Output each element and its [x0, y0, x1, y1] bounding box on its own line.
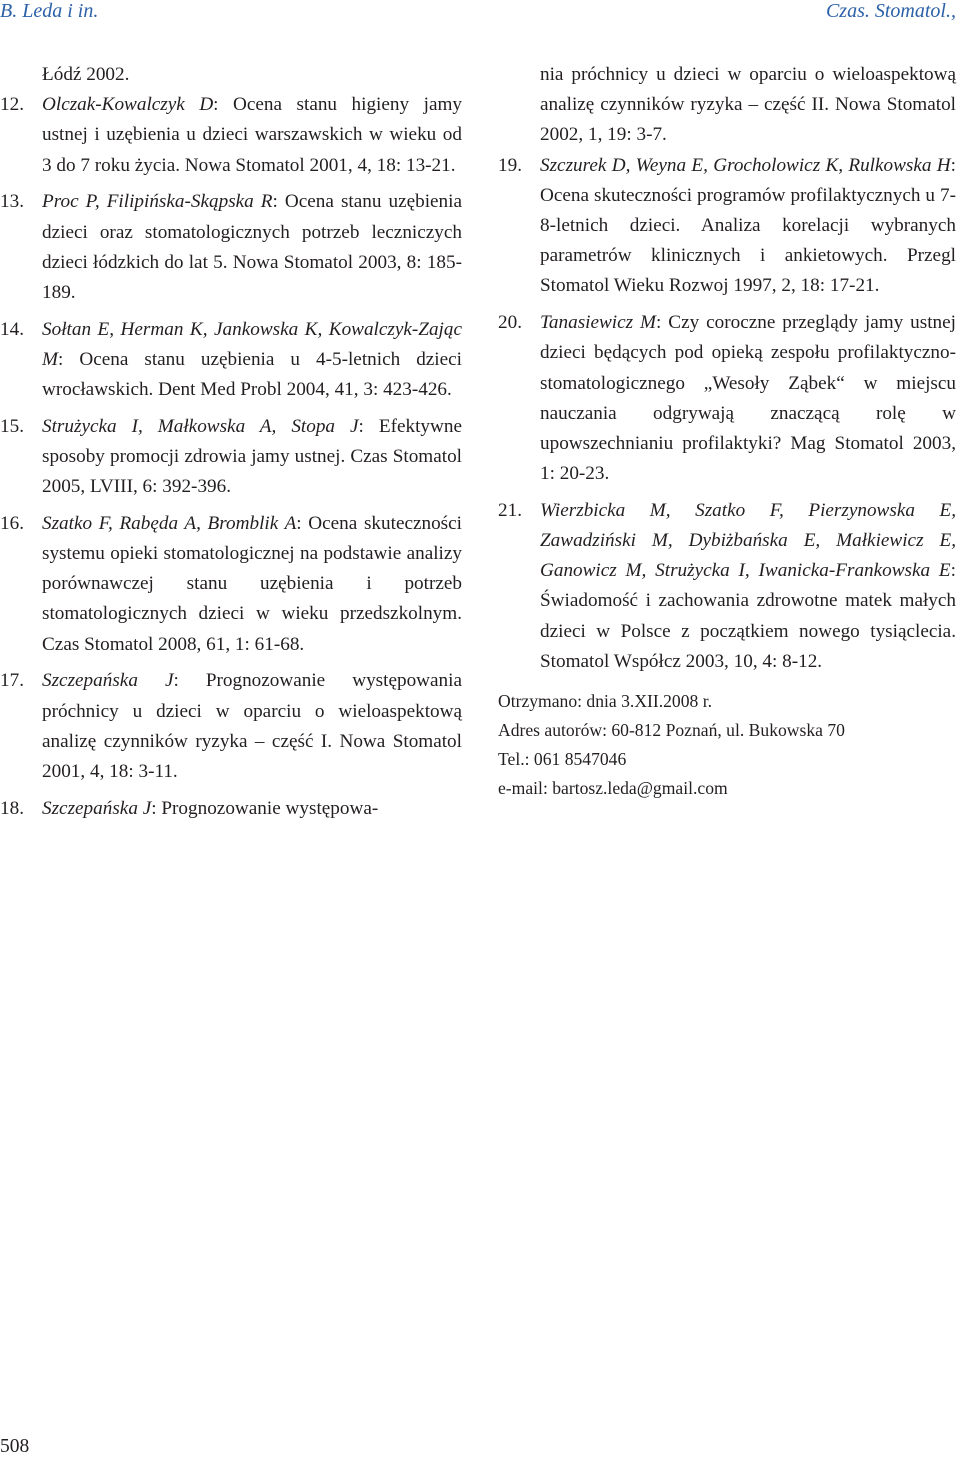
right-column — [498, 60, 956, 803]
reference-item — [0, 187, 462, 308]
reference-title: Ocena skuteczności programów profilaktycznych u 7-8-letnich dzieci. Analiza korelacji wybranych parametrów klinicznych i ankietowych. Przegl Stomatol Wieku Rozwoj 1997, 2, 18: 17-21. — [540, 184, 956, 297]
reference-title: Ocena skuteczności systemu opieki stomatologicznej na podstawie analizy porównawczej stanu uzębienia i potrzeb stomatologicznych dzieci w wieku przedszkolnym. Czas Stomatol 2008, 61, 1: 61-68. — [42, 512, 462, 655]
reference-text — [42, 794, 462, 824]
reference-separator: : — [296, 512, 309, 534]
reference-text — [42, 666, 462, 787]
reference-list — [0, 90, 462, 824]
author-address: Adres autorów: 60-812 Poznań, ul. Bukowska 70 — [498, 720, 845, 741]
reference-title: Prognozowanie występowania próchnicy u dzieci w oparciu o wieloaspektową analizę czynników ryzyka – część I. Nowa Stomatol 2001, 4, 18: 3-11. — [42, 670, 462, 782]
reference-text — [42, 315, 462, 406]
reference-title: Ocena stanu higieny jamy ustnej i uzębienia u dzieci warszawskich w wieku od 3 do 7 roku życia. Nowa Stomatol 2001, 4, 18: 13-21. — [42, 94, 462, 176]
reference-number: 16. — [0, 512, 24, 534]
reference-separator: : — [173, 670, 206, 692]
left-column — [0, 60, 462, 824]
reference-authors: Wierzbicka M, Szatko F, Pierzynowska E, Zawadziński M, Dybiżbańska E, Małkiewicz E, Ganowicz M, Strużycka I, Iwanicka-Frankowska E — [540, 499, 956, 582]
reference-item — [498, 496, 956, 677]
reference-continuation: nia próchnicy u dzieci w oparciu o wieloaspektową analizę czynników ryzyka – część II. Nowa Stomatol 2002, 1, 19: 3-7. — [540, 64, 956, 146]
reference-item — [0, 509, 462, 660]
reference-authors: Szczurek D, Weyna E, Grocholowicz K, Rulkowska H — [540, 154, 951, 176]
reference-separator: : — [656, 312, 669, 334]
reference-separator: : — [213, 94, 234, 116]
reference-text — [42, 90, 462, 181]
reference-continuation: Łódź 2002. — [42, 64, 130, 85]
email-address: e-mail: bartosz.leda@gmail.com — [498, 778, 728, 799]
reference-title: Ocena stanu uzębienia dzieci oraz stomatologicznych potrzeb leczniczych dzieci łódzkich do lat 5. Nowa Stomatol 2003, 8: 185-189. — [42, 191, 462, 303]
page-number: 508 — [0, 1436, 30, 1457]
received-date: Otrzymano: dnia 3.XII.2008 r. — [498, 691, 713, 712]
reference-number: 12. — [0, 94, 24, 116]
reference-item — [0, 315, 462, 406]
reference-title: Czy coroczne przeglądy jamy ustnej dzieci będących pod opieką zespołu profilaktyczno-stomatologicznego „Wesoły Ząbek“ w miejscu nauczania odgrywają znaczącą rolę w upowszechnianiu profilaktyki? Mag Stomatol 2003, 1: 20-23. — [540, 312, 956, 485]
reference-text — [42, 187, 462, 308]
reference-number: 17. — [0, 670, 24, 692]
reference-authors: Szatko F, Rabęda A, Bromblik A — [42, 512, 297, 534]
reference-separator: : — [57, 348, 80, 370]
reference-title: Świadomość i zachowania zdrowotne matek małych dzieci w Polsce z początkiem nowego tysiąclecia. Stomatol Współcz 2003, 10, 4: 8-12. — [540, 590, 956, 672]
reference-text — [540, 308, 956, 489]
reference-item — [0, 666, 462, 787]
reference-number: 14. — [0, 318, 24, 340]
running-header-journal: Czas. Stomatol., — [825, 0, 956, 22]
reference-number: 15. — [0, 415, 24, 437]
reference-authors: Szczepańska J — [42, 670, 174, 692]
reference-authors: Tanasiewicz M — [540, 312, 657, 334]
reference-item — [0, 794, 462, 824]
reference-authors: Strużycka I, Małkowska A, Stopa J — [42, 415, 359, 437]
running-header-authors: B. Leda i in. — [0, 0, 99, 22]
reference-separator: : — [358, 415, 379, 437]
reference-text — [42, 412, 462, 503]
reference-number: 19. — [498, 154, 522, 176]
reference-item — [0, 412, 462, 503]
reference-title: Ocena stanu uzębienia u 4-5-letnich dzieci wrocławskich. Dent Med Probl 2004, 41, 3: 423-426. — [42, 348, 462, 401]
reference-item — [498, 151, 956, 302]
reference-number: 20. — [498, 312, 522, 334]
reference-item — [498, 308, 956, 489]
reference-number: 18. — [0, 797, 24, 819]
reference-text — [540, 151, 956, 302]
reference-number: 13. — [0, 191, 24, 213]
article-info — [498, 687, 956, 803]
reference-title: Prognozowanie występowa- — [161, 797, 379, 819]
reference-authors: Olczak-Kowalczyk D — [42, 94, 214, 116]
reference-title: Efektywne sposoby promocji zdrowia jamy ustnej. Czas Stomatol 2005, LVIII, 6: 392-396. — [42, 415, 462, 498]
reference-text — [42, 509, 462, 660]
reference-list — [498, 151, 956, 677]
reference-authors: Sołtan E, Herman K, Jankowska K, Kowalczyk-Zając M — [42, 318, 462, 370]
reference-authors: Proc P, Filipińska-Skąpska R — [42, 191, 273, 213]
reference-number: 21. — [498, 499, 522, 521]
reference-separator: : — [950, 154, 956, 176]
reference-separator: : — [950, 560, 956, 582]
phone-number: Tel.: 061 8547046 — [498, 749, 627, 770]
reference-item — [0, 90, 462, 181]
reference-separator: : — [272, 191, 285, 213]
reference-text — [540, 496, 956, 677]
reference-separator: : — [151, 797, 162, 819]
reference-authors: Szczepańska J — [42, 797, 152, 819]
